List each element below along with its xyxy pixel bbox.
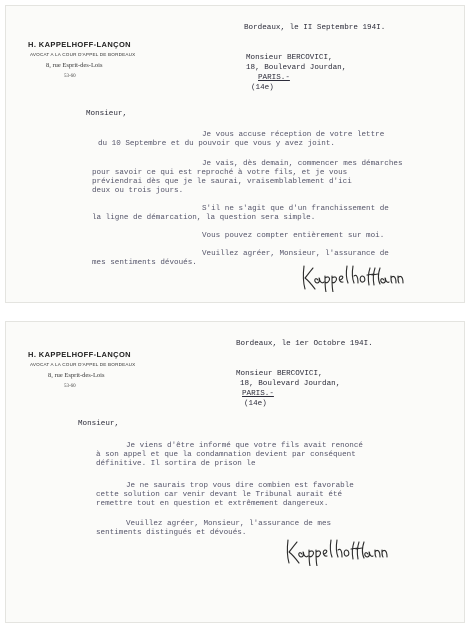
letterhead-address: 8, rue Esprit-des-Lois	[46, 62, 103, 69]
body-line: Veuillez agréer, Monsieur, l'assurance de mes	[126, 520, 332, 528]
letter-1	[6, 6, 464, 302]
body-line: cette solution car venir devant le Tribunal aurait été	[96, 491, 343, 499]
recipient-street: 18, Boulevard Jourdan,	[240, 380, 341, 388]
body-line: à son appel et que la condamnation devient par conséquent	[96, 451, 356, 459]
recipient-district: (14e)	[244, 400, 267, 408]
salutation: Monsieur,	[86, 110, 128, 118]
body-line: sentiments distingués et dévoués.	[96, 529, 247, 537]
recipient-city: PARIS.-	[258, 74, 290, 82]
letter-2	[6, 322, 464, 622]
body-line: Je viens d'être informé que votre fils avait renoncé	[126, 442, 363, 450]
recipient-district: (14e)	[251, 84, 274, 92]
body-line: mes sentiments dévoués.	[92, 259, 197, 267]
recipient-street: 18, Boulevard Jourdan,	[246, 64, 347, 72]
body-line: la ligne de démarcation, la question sera simple.	[92, 214, 316, 222]
body-line: Veuillez agréer, Monsieur, l'assurance de	[202, 250, 389, 258]
body-line: S'il ne s'agit que d'un franchissement de	[202, 205, 389, 213]
body-line: préviendrai dès que je le saurai, vraisemblablement d'ici	[92, 178, 352, 186]
letterhead-phone: 53-60	[64, 384, 76, 389]
body-line: Je vous accuse réception de votre lettre	[202, 131, 385, 139]
letterhead-role: AVOCAT A LA COUR D'APPEL DE BORDEAUX	[30, 52, 136, 57]
letterhead-name: H. KAPPELHOFF-LANÇON	[28, 40, 131, 49]
letterhead-name: H. KAPPELHOFF-LANÇON	[28, 350, 131, 359]
body-line: remettre tout en question et extrêmement dangereux.	[96, 500, 329, 508]
body-line: pour savoir ce qui est reproché à votre fils, et je vous	[92, 169, 348, 177]
recipient-name: Monsieur BERCOVICI,	[236, 370, 323, 378]
recipient-city: PARIS.-	[242, 390, 274, 398]
date-line: Bordeaux, le II Septembre 194I.	[244, 24, 386, 32]
body-line: Je ne saurais trop vous dire combien est favorable	[126, 482, 354, 490]
letterhead-address: 8, rue Esprit-des-Lois	[48, 372, 105, 379]
letterhead-phone: 53-60	[64, 74, 76, 79]
body-line: définitive. Il sortira de prison le	[96, 460, 256, 468]
salutation: Monsieur,	[78, 420, 120, 428]
body-line: deux ou trois jours.	[92, 187, 184, 195]
recipient-name: Monsieur BERCOVICI,	[246, 54, 333, 62]
letterhead-role: AVOCAT A LA COUR D'APPEL DE BORDEAUX	[30, 362, 136, 367]
body-line: Je vais, dès demain, commencer mes démarches	[202, 160, 403, 168]
signature-image	[298, 262, 410, 292]
body-line: Vous pouvez compter entièrement sur moi.	[202, 232, 385, 240]
body-line: du 10 Septembre et du pouvoir que vous y avez joint.	[98, 140, 335, 148]
date-line: Bordeaux, le 1er Octobre 194I.	[236, 340, 373, 348]
signature-image	[282, 536, 394, 566]
